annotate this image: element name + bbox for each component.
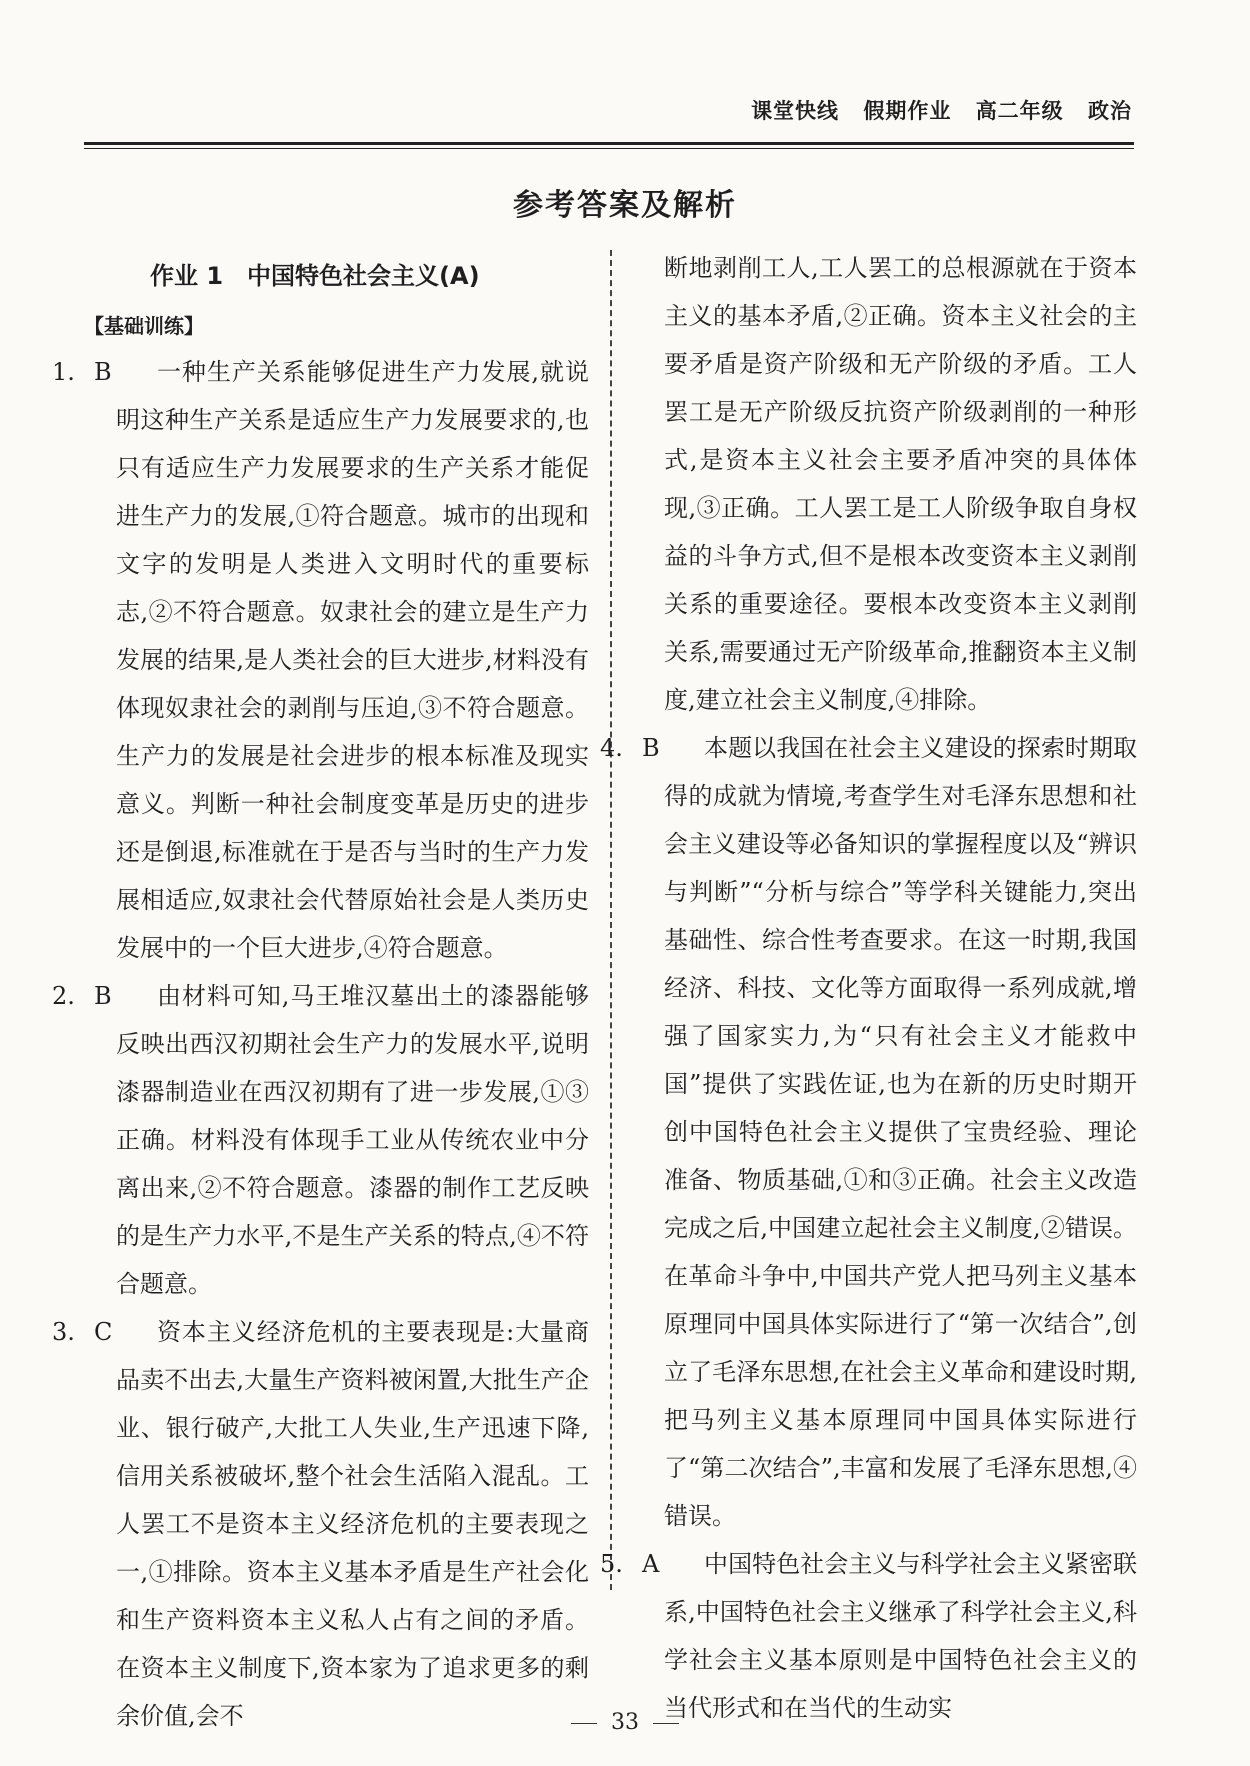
item-answer: A <box>642 1550 660 1578</box>
left-column <box>52 252 589 1740</box>
item-number: 4. <box>600 734 623 762</box>
answer-item-2 <box>52 972 589 1308</box>
header-series: 课堂快线 <box>751 99 840 123</box>
header-subject: 政治 <box>1088 99 1132 123</box>
item-answer: C <box>94 1318 113 1346</box>
header-rule-thick <box>84 142 1134 145</box>
page-number <box>0 1710 1250 1735</box>
item-explanation: 中国特色社会主义与科学社会主义紧密联系,中国特色社会主义继承了科学社会主义,科学社会主义基本原则是中国特色社会主义的当代形式和在当代的生动实 <box>664 1550 1137 1722</box>
answer-item-3-continued: 断地剥削工人,工人罢工的总根源就在于资本主义的基本矛盾,②正确。资本主义社会的主要矛盾是资产阶级和无产阶级的矛盾。工人罢工是无产阶级反抗资产阶级剥削的一种形式,是资本主义社会主要矛盾冲突的具体体现,③正确。工人罢工是工人阶级争取自身权益的斗争方式,但不是根本改变资本主义剥削关系的重要途径。要根本改变资本主义剥削关系,需要通过无产阶级革命,推翻资本主义制度,建立社会主义制度,④排除。 <box>664 254 1137 714</box>
answer-item-3 <box>52 1308 589 1740</box>
page-number-dash-right <box>653 1723 679 1724</box>
item-number: 3. <box>52 1318 75 1346</box>
item-answer: B <box>94 358 112 386</box>
section-label: 【基础训练】 <box>84 314 204 338</box>
page-number-value: 33 <box>611 1710 639 1735</box>
item-explanation: 本题以我国在社会主义建设的探索时期取得的成就为情境,考查学生对毛泽东思想和社会主义建设等必备知识的掌握程度以及“辨识与判断”“分析与综合”等学科关键能力,突出基础性、综合性考查要求。在这一时期,我国经济、科技、文化等方面取得一系列成就,增强了国家实力,为“只有社会主义才能救中国”提供了实践佐证,也为在新的历史时期开创中国特色社会主义提供了宝贵经验、理论准备、物质基础,①和③正确。社会主义改造完成之后,中国建立起社会主义制度,②错误。在革命斗争中,中国共产党人把马列主义基本原理同中国具体实际进行了“第一次结合”,创立了毛泽东思想,在社会主义革命和建设时期,把马列主义基本原理同中国具体实际进行了“第二次结合”,丰富和发展了毛泽东思想,④错误。 <box>664 734 1137 1530</box>
item-explanation: 由材料可知,马王堆汉墓出土的漆器能够反映出西汉初期社会生产力的发展水平,说明漆器制造业在西汉初期有了进一步发展,①③正确。材料没有体现手工业从传统农业中分离出来,②不符合题意。漆器的制作工艺反映的是生产力水平,不是生产关系的特点,④不符合题意。 <box>116 982 589 1298</box>
running-header <box>735 95 1132 125</box>
answer-item-1 <box>52 348 589 972</box>
page-title: 参考答案及解析 <box>513 188 737 223</box>
item-number: 1. <box>52 358 75 386</box>
item-number: 5. <box>600 1550 623 1578</box>
page-number-dash-left <box>571 1723 597 1724</box>
header-type: 假期作业 <box>863 99 952 123</box>
answer-item-4 <box>600 724 1137 1540</box>
header-rule-thin <box>84 148 1134 149</box>
item-answer: B <box>642 734 660 762</box>
column-divider <box>610 250 612 1590</box>
item-explanation: 一种生产关系能够促进生产力发展,就说明这种生产关系是适应生产力发展要求的,也只有适应生产力发展要求的生产关系才能促进生产力的发展,①符合题意。城市的出现和文字的发明是人类进入文明时代的重要标志,②不符合题意。奴隶社会的建立是生产力发展的结果,是人类社会的巨大进步,材料没有体现奴隶社会的剥削与压迫,③不符合题意。生产力的发展是社会进步的根本标准及现实意义。判断一种社会制度变革是历史的进步还是倒退,标准就在于是否与当时的生产力发展相适应,奴隶社会代替原始社会是人类历史发展中的一个巨大进步,④符合题意。 <box>116 358 589 962</box>
header-grade: 高二年级 <box>975 99 1064 123</box>
item-explanation: 资本主义经济危机的主要表现是:大量商品卖不出去,大量生产资料被闲置,大批生产企业、银行破产,大批工人失业,生产迅速下降,信用关系被破坏,整个社会生活陷入混乱。工人罢工不是资本主义经济危机的主要表现之一,①排除。资本主义基本矛盾是生产社会化和生产资料资本主义私人占有之间的矛盾。在资本主义制度下,资本家为了追求更多的剩余价值,会不 <box>116 1318 589 1730</box>
homework-title: 作业 1 中国特色社会主义(A) <box>150 262 480 290</box>
item-answer: B <box>94 982 112 1010</box>
item-number: 2. <box>52 982 75 1010</box>
